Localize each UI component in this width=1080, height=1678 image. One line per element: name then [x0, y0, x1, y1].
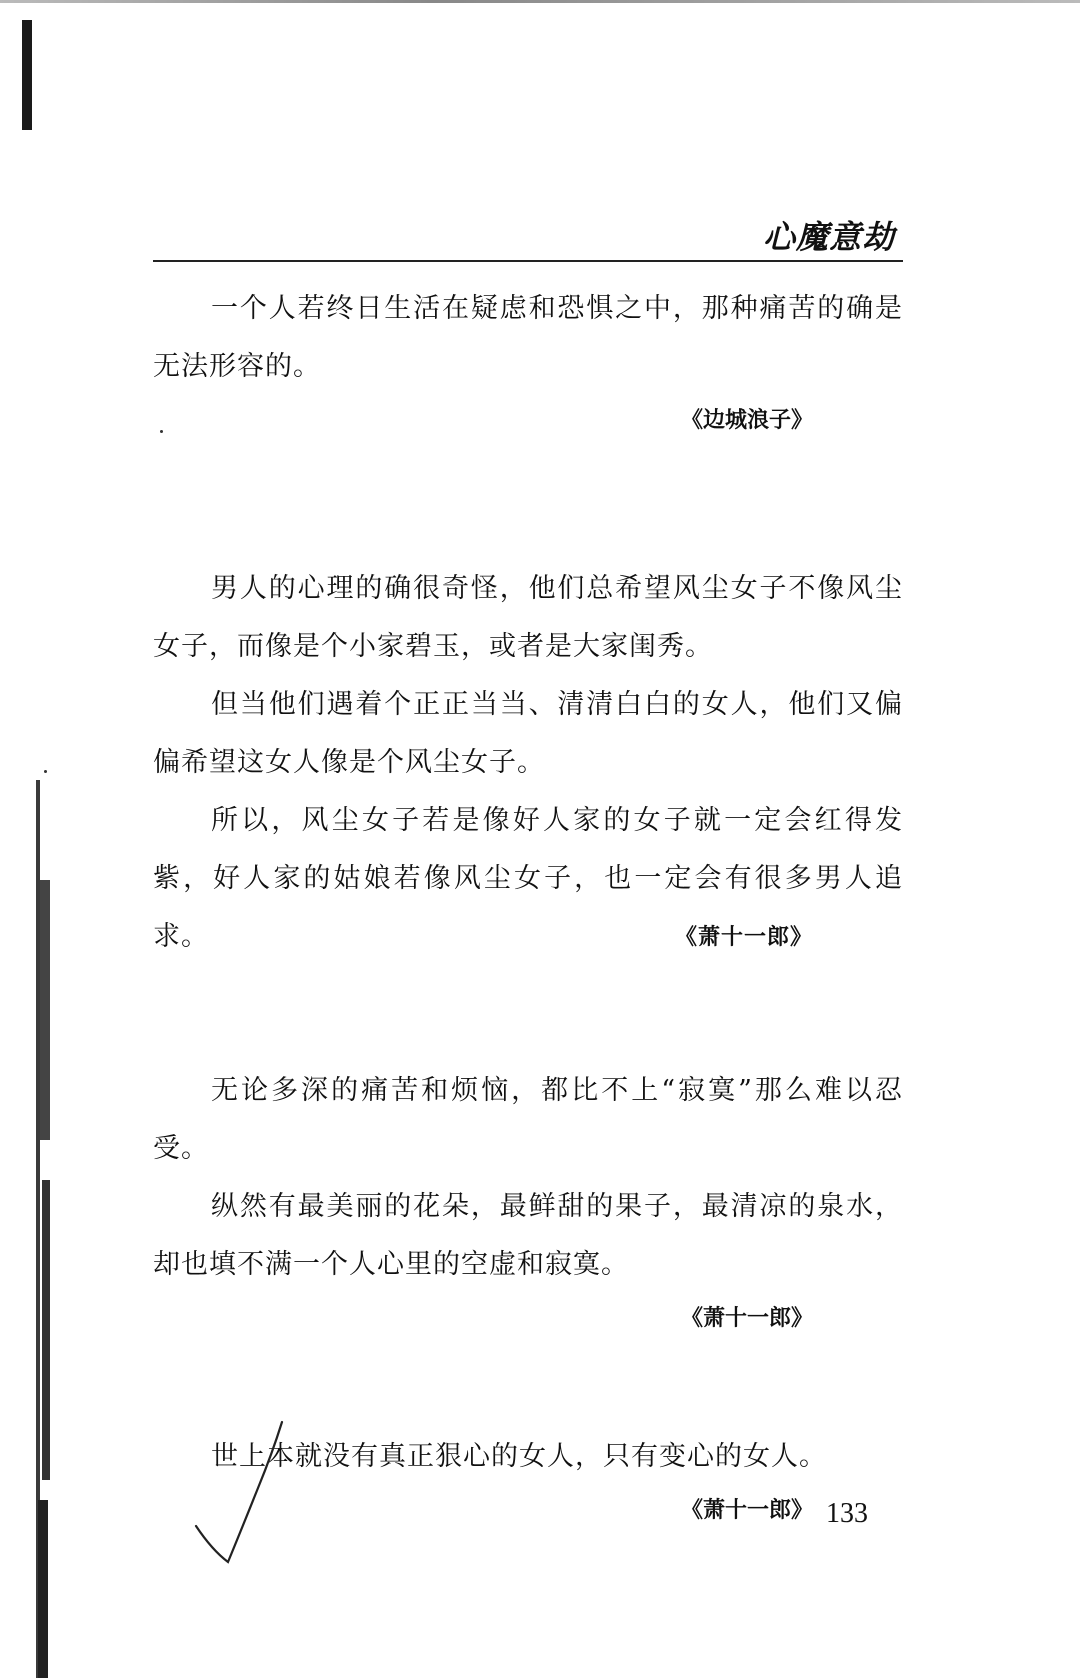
source-citation: 《萧十一郎》 [680, 1497, 813, 1523]
paragraph: 世上本就没有真正狠心的女人，只有变心的女人。 [211, 1441, 827, 1472]
paragraph: 无论多深的痛苦和烦恼，都比不上“寂寞”那么难以忍受。 [153, 1075, 903, 1164]
paragraph: 男人的心理的确很奇怪，他们总希望风尘女子不像风尘女子，而像是个小家碧玉，或者是大家闺秀。 [153, 573, 903, 662]
source-citation: 《萧十一郎》 [680, 1305, 813, 1331]
paragraph [153, 792, 903, 966]
scan-speck [44, 770, 47, 773]
page-content [153, 280, 903, 1530]
passage [153, 560, 903, 966]
running-header [153, 212, 903, 262]
paragraph-text: 所以，风尘女子若是像好人家的女子就一定会红得发紫，好人家的姑娘若像风尘女子，也一定会有很多男人追求。 [153, 805, 903, 952]
source-citation: 《萧十一郎》 [674, 924, 813, 950]
scan-top-edge [0, 0, 1080, 3]
passage-gap [153, 1338, 903, 1428]
passage [153, 1062, 903, 1338]
source-citation: 《边城浪子》 [680, 407, 813, 433]
handwritten-check-icon [192, 1418, 292, 1568]
paragraph: 但当他们遇着个正正当当、清清白白的女人，他们又偏偏希望这女人像是个风尘女子。 [153, 689, 903, 778]
passage-gap [153, 440, 903, 560]
passage-gap [153, 966, 903, 1062]
passage [153, 280, 903, 440]
chapter-title: 心魔意劫 [762, 218, 895, 256]
header-rule [153, 260, 903, 262]
scan-binding-edge [0, 0, 40, 1678]
paragraph: 一个人若终日生活在疑虑和恐惧之中，那种痛苦的确是无法形容的。 [153, 293, 903, 382]
paragraph: 纵然有最美丽的花朵，最鲜甜的果子，最清凉的泉水，却也填不满一个人心里的空虚和寂寞。 [153, 1191, 903, 1280]
page-number: 133 [826, 1498, 868, 1529]
